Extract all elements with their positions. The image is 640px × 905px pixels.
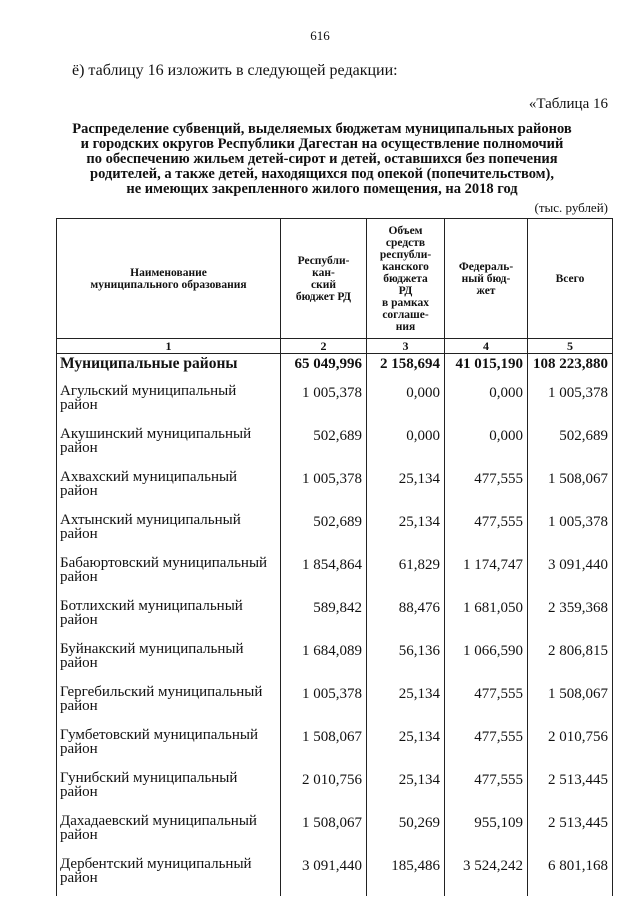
cell-value: 589,842: [281, 595, 367, 638]
group-value: 108 223,880: [528, 354, 613, 381]
table-body: [57, 354, 613, 897]
cell-value: 0,000: [445, 423, 528, 466]
group-row: [57, 354, 613, 381]
column-number-row: [57, 339, 613, 354]
table-reference: «Таблица 16: [528, 96, 608, 112]
municipality-name: Акушинский муниципальный район: [57, 423, 281, 466]
cell-value: 0,000: [445, 380, 528, 423]
table-row: [57, 681, 613, 724]
municipality-name: Ботлихский муниципальный район: [57, 595, 281, 638]
cell-value: 0,000: [367, 423, 445, 466]
cell-value: 477,555: [445, 767, 528, 810]
table-row: [57, 595, 613, 638]
cell-value: 2 010,756: [528, 724, 613, 767]
municipality-name: Гумбетовский муниципальный район: [57, 724, 281, 767]
cell-value: 25,134: [367, 724, 445, 767]
cell-value: 2 359,368: [528, 595, 613, 638]
cell-value: 1 508,067: [281, 810, 367, 853]
table-row: [57, 423, 613, 466]
municipality-name: Дахадаевский муниципальный район: [57, 810, 281, 853]
table-row: [57, 466, 613, 509]
header-row: [57, 219, 613, 339]
municipality-name: Ахвахский муниципальный район: [57, 466, 281, 509]
group-value: 41 015,190: [445, 354, 528, 381]
municipality-name: Буйнакский муниципальный район: [57, 638, 281, 681]
cell-value: 2 513,445: [528, 810, 613, 853]
cell-value: 2 513,445: [528, 767, 613, 810]
cell-value: 3 091,440: [281, 853, 367, 896]
table-row: [57, 810, 613, 853]
column-number: 2: [281, 339, 367, 354]
cell-value: 477,555: [445, 509, 528, 552]
municipality-name: Агульский муниципальный район: [57, 380, 281, 423]
column-number: 1: [57, 339, 281, 354]
cell-value: 955,109: [445, 810, 528, 853]
cell-value: 61,829: [367, 552, 445, 595]
title-line: и городских округов Республики Дагестан на осуществление полномочий: [80, 136, 564, 152]
title-line: по обеспечению жильем детей-сирот и детей, оставшихся без попечения: [86, 151, 558, 167]
cell-value: 0,000: [367, 380, 445, 423]
municipality-name: Бабаюртовский муниципальный район: [57, 552, 281, 595]
table-row: [57, 724, 613, 767]
table-row: [57, 509, 613, 552]
intro-text: ё) таблицу 16 изложить в следующей редакции:: [72, 62, 398, 79]
cell-value: 1 508,067: [281, 724, 367, 767]
cell-value: 477,555: [445, 681, 528, 724]
header-republic-budget: Республи- кан- ский бюджет РД: [281, 219, 367, 339]
header-name: Наименование муниципального образования: [57, 219, 281, 339]
cell-value: 1 066,590: [445, 638, 528, 681]
cell-value: 56,136: [367, 638, 445, 681]
table-title: [62, 122, 582, 197]
cell-value: 1 005,378: [281, 681, 367, 724]
cell-value: 6 801,168: [528, 853, 613, 896]
table-row: [57, 638, 613, 681]
page-number: 616: [310, 28, 330, 43]
group-name: Муниципальные районы: [57, 354, 281, 381]
cell-value: 25,134: [367, 767, 445, 810]
table-row: [57, 767, 613, 810]
group-value: 2 158,694: [367, 354, 445, 381]
cell-value: 2 010,756: [281, 767, 367, 810]
municipality-name: Дербентский муниципальный район: [57, 853, 281, 896]
cell-value: 50,269: [367, 810, 445, 853]
cell-value: 1 684,089: [281, 638, 367, 681]
units-label: (тыс. рублей): [534, 200, 608, 215]
cell-value: 1 005,378: [281, 380, 367, 423]
municipality-name: Гунибский муниципальный район: [57, 767, 281, 810]
cell-value: 3 091,440: [528, 552, 613, 595]
cell-value: 25,134: [367, 681, 445, 724]
table-row: [57, 380, 613, 423]
cell-value: 88,476: [367, 595, 445, 638]
title-line: Распределение субвенций, выделяемых бюджетам муниципальных районов: [72, 121, 572, 137]
cell-value: 1 174,747: [445, 552, 528, 595]
cell-value: 1 005,378: [528, 509, 613, 552]
cell-value: 25,134: [367, 509, 445, 552]
cell-value: 502,689: [528, 423, 613, 466]
cell-value: 1 681,050: [445, 595, 528, 638]
cell-value: 2 806,815: [528, 638, 613, 681]
cell-value: 185,486: [367, 853, 445, 896]
cell-value: 1 508,067: [528, 681, 613, 724]
cell-value: 502,689: [281, 423, 367, 466]
header-agreement-volume: Объем средств республи- канского бюджета РД в рамках соглаше- ния: [367, 219, 445, 339]
group-value: 65 049,996: [281, 354, 367, 381]
subvention-table: [56, 218, 613, 896]
cell-value: 1 005,378: [528, 380, 613, 423]
title-line: родителей, а также детей, находящихся под опекой (попечительством),: [90, 166, 554, 182]
municipality-name: Ахтынский муниципальный район: [57, 509, 281, 552]
header-total: Всего: [528, 219, 613, 339]
title-line: не имеющих закрепленного жилого помещения, на 2018 год: [126, 181, 518, 197]
table-row: [57, 552, 613, 595]
cell-value: 1 005,378: [281, 466, 367, 509]
column-number: 3: [367, 339, 445, 354]
cell-value: 25,134: [367, 466, 445, 509]
column-number: 5: [528, 339, 613, 354]
table-row: [57, 853, 613, 896]
column-number: 4: [445, 339, 528, 354]
cell-value: 477,555: [445, 724, 528, 767]
header-federal-budget: Федераль- ный бюд- жет: [445, 219, 528, 339]
municipality-name: Гергебильский муниципальный район: [57, 681, 281, 724]
cell-value: 3 524,242: [445, 853, 528, 896]
cell-value: 502,689: [281, 509, 367, 552]
cell-value: 477,555: [445, 466, 528, 509]
cell-value: 1 508,067: [528, 466, 613, 509]
cell-value: 1 854,864: [281, 552, 367, 595]
